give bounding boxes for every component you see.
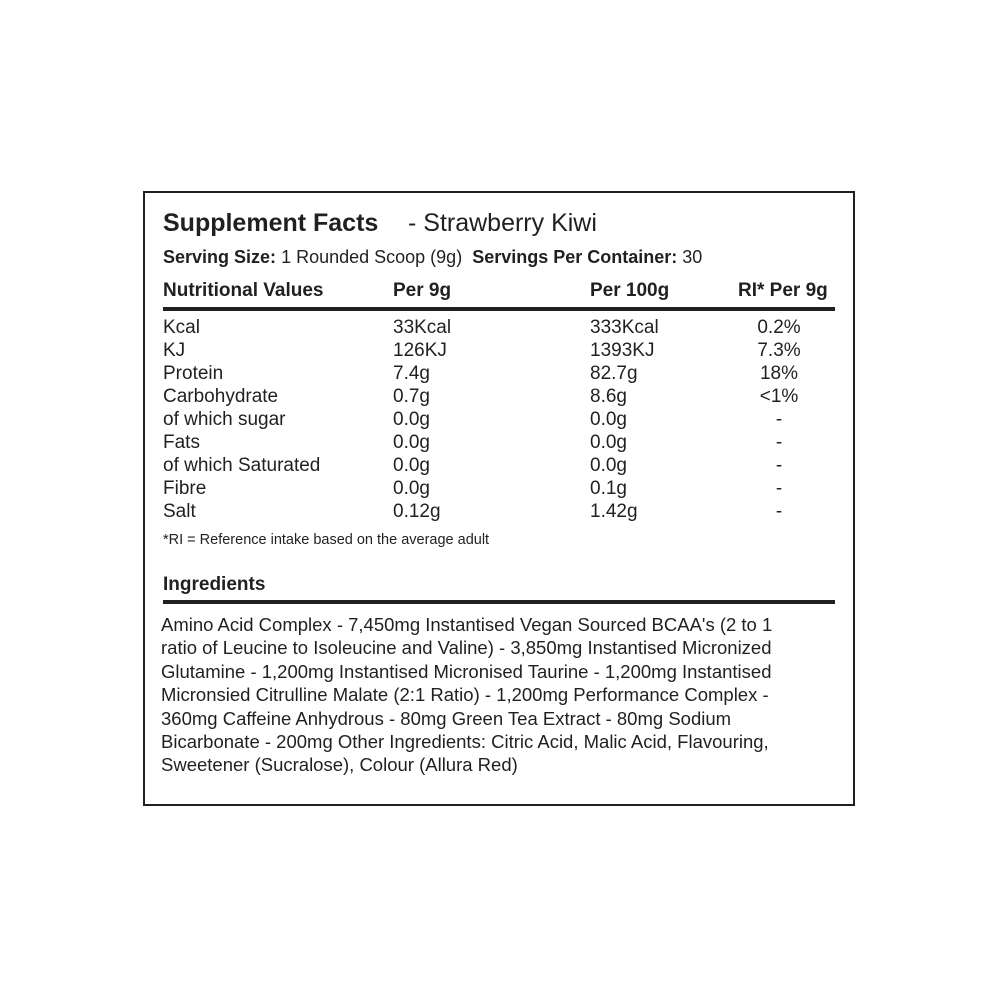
cell-per-9g: 0.0g [393, 409, 430, 430]
cell-ri: - [775, 478, 783, 499]
table-row [145, 478, 853, 501]
ri-footnote: *RI = Reference intake based on the average adult [163, 532, 490, 548]
cell-per-9g: 0.0g [393, 478, 430, 499]
cell-per-9g: 0.12g [393, 501, 441, 522]
cell-ri: 0.2% [757, 317, 801, 338]
cell-per-100g: 82.7g [590, 363, 638, 384]
servings-per-container-value: 30 [682, 247, 703, 267]
serving-size-label: Serving Size: [163, 247, 277, 267]
ingredients-text: Amino Acid Complex - 7,450mg Instantised Vegan Sourced BCAA's (2 to 1 ratio of Leucine to Isoleucine and Valine) - 3,850mg Instantised Micronized Glutamine - 1,200mg Instantised Micronised Taurine - 1,200mg Instantised Micronsied Citrulline Malate (2:1 Ratio) - 1,200mg Performance Complex - 360mg Caffeine Anhydrous - 80mg Green Tea Extract - 80mg Sodium Bicarbonate - 200mg Other Ingredients: Citric Acid, Malic Acid, Flavouring, Sweetener (Sucralose), Colour (Allura Red) [161, 614, 773, 776]
table-row [145, 340, 853, 363]
cell-nutrient: Protein [163, 363, 224, 384]
cell-ri: 7.3% [757, 340, 801, 361]
table-row [145, 386, 853, 409]
cell-per-100g: 333Kcal [590, 317, 659, 338]
panel-title: Supplement Facts [163, 209, 379, 237]
serving-size-value: 1 Rounded Scoop (9g) [281, 247, 463, 267]
supplement-facts-panel [143, 191, 855, 806]
cell-per-9g: 7.4g [393, 363, 430, 384]
cell-nutrient: of which Saturated [163, 455, 321, 476]
table-row [145, 455, 853, 478]
header-per-9g: Per 9g [393, 280, 452, 301]
header-per-100g: Per 100g [590, 280, 670, 301]
cell-per-9g: 0.0g [393, 455, 430, 476]
cell-per-100g: 0.0g [590, 432, 627, 453]
cell-nutrient: Fats [163, 432, 200, 453]
cell-nutrient: Carbohydrate [163, 386, 279, 407]
cell-per-9g: 33Kcal [393, 317, 452, 338]
cell-ri: - [775, 455, 783, 476]
cell-nutrient: Fibre [163, 478, 207, 499]
cell-per-100g: 0.0g [590, 409, 627, 430]
ingredients-title: Ingredients [163, 574, 266, 595]
cell-per-100g: 8.6g [590, 386, 627, 407]
cell-ri: - [775, 501, 783, 522]
table-row [145, 501, 853, 524]
flavour-subtitle: - Strawberry Kiwi [408, 209, 597, 237]
cell-per-100g: 0.1g [590, 478, 627, 499]
table-header-divider [163, 307, 835, 311]
cell-nutrient: KJ [163, 340, 186, 361]
cell-ri: - [775, 409, 783, 430]
cell-per-9g: 126KJ [393, 340, 447, 361]
cell-nutrient: Kcal [163, 317, 200, 338]
ingredients-divider [163, 600, 835, 604]
cell-per-9g: 0.0g [393, 432, 430, 453]
cell-per-100g: 0.0g [590, 455, 627, 476]
table-row [145, 317, 853, 340]
cell-per-100g: 1.42g [590, 501, 638, 522]
header-nutritional-values: Nutritional Values [163, 280, 324, 301]
cell-ri: - [775, 432, 783, 453]
table-row [145, 432, 853, 455]
serving-info [163, 247, 702, 268]
table-row [145, 409, 853, 432]
cell-ri: 18% [759, 363, 799, 384]
cell-per-9g: 0.7g [393, 386, 430, 407]
cell-per-100g: 1393KJ [590, 340, 655, 361]
cell-ri: <1% [759, 386, 799, 407]
header-ri-per-9g: RI* Per 9g [738, 280, 828, 301]
cell-nutrient: of which sugar [163, 409, 286, 430]
servings-per-container-label: Servings Per Container: [472, 247, 678, 267]
table-row [145, 363, 853, 386]
cell-nutrient: Salt [163, 501, 196, 522]
